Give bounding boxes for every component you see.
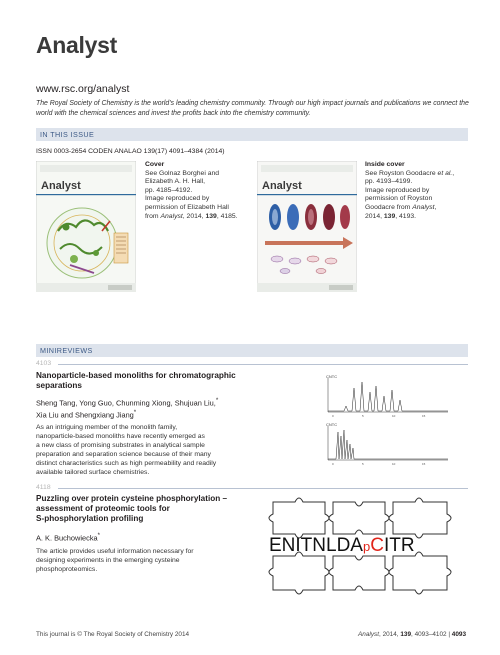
citation-text: , 2014, xyxy=(182,212,206,220)
article-authors xyxy=(36,531,301,543)
in-this-issue-heading: IN THIS ISSUE xyxy=(40,130,95,139)
inside-cover-image[interactable] xyxy=(257,161,357,292)
article-divider xyxy=(58,364,468,365)
author-list: A. K. Buchowiecka xyxy=(36,533,98,543)
cover-caption-heading: Cover xyxy=(145,161,165,168)
citation-text: , 4193. xyxy=(395,212,417,220)
citation-journal: Analyst xyxy=(160,212,183,220)
footer-citation xyxy=(358,631,466,638)
citation-text: 2014, xyxy=(365,212,384,220)
phospho-p: p xyxy=(362,539,371,554)
author-list: Xia Liu and Shengxiang Jiang xyxy=(36,410,134,420)
cover-title: Analyst xyxy=(41,180,81,192)
article-title-line: separations xyxy=(36,381,82,391)
article-abstract xyxy=(36,424,298,477)
article-abstract xyxy=(36,548,298,575)
citation-text: Goodacre from xyxy=(365,203,413,211)
inside-cover-caption-line: Image reproduced by xyxy=(365,186,430,194)
citation-text: from xyxy=(145,212,161,220)
citation-text: , 4185. xyxy=(216,212,238,220)
svg-text:5: 5 xyxy=(362,414,364,418)
journal-title: Analyst xyxy=(36,32,117,58)
citation-text: , xyxy=(452,169,455,177)
cover-caption-line: Image reproduced by xyxy=(145,195,210,203)
inside-cover-caption-citation xyxy=(365,213,465,222)
peptide-sequence-start: ENITNLDA xyxy=(269,535,363,556)
article-title-line: Nanoparticle-based monoliths for chromatographic xyxy=(36,371,236,380)
in-this-issue-band xyxy=(36,128,468,141)
article-page-number: 4103 xyxy=(36,360,52,367)
abstract-line: preparation and separation science because of their many xyxy=(36,450,211,458)
inside-cover-title: Analyst xyxy=(262,180,302,192)
footer-copyright: This journal is © The Royal Society of Chemistry 2014 xyxy=(36,631,190,638)
corresponding-mark: * xyxy=(97,532,101,539)
cover-caption-line: Elizabeth A. H. Hall, xyxy=(145,178,206,186)
author-list: Sheng Tang, Yong Guo, Chunming Xiong, Shujuan Liu, xyxy=(36,398,216,408)
cover-caption-line: See Golnaz Borghei and xyxy=(145,169,220,177)
inside-cover-caption-line xyxy=(365,170,465,179)
corresponding-mark: * xyxy=(133,409,137,417)
abstract-line: distinct characteristics such as high permeability and readily xyxy=(36,459,217,467)
cover-caption-line: pp. 4185–4192. xyxy=(145,186,193,194)
citation-etal: et al. xyxy=(437,169,453,177)
inside-cover-caption-line: pp. 4193–4199. xyxy=(365,178,413,186)
cover-caption xyxy=(145,161,245,221)
svg-text:5: 5 xyxy=(362,462,364,466)
footer-journal: Analyst xyxy=(358,631,380,638)
article-title-line: S-phosphorylation profiling xyxy=(36,514,144,524)
article-authors xyxy=(36,396,301,420)
citation-journal: Analyst xyxy=(412,203,435,211)
svg-text:15: 15 xyxy=(422,462,426,466)
svg-text:0: 0 xyxy=(332,462,334,466)
abstract-line: a new class of promising substrates in analytical sample xyxy=(36,441,205,449)
article-title-line: assessment of proteomic tools for xyxy=(36,504,170,514)
article-divider xyxy=(58,488,468,489)
svg-text:0: 0 xyxy=(332,414,334,418)
inside-cover-caption xyxy=(365,161,465,221)
citation-volume: 139 xyxy=(205,212,217,220)
cover-caption-line: permission of Elizabeth Hall xyxy=(145,203,229,211)
citation-text: See Royston Goodacre xyxy=(365,169,438,177)
cover-image[interactable] xyxy=(36,161,136,292)
abstract-line: As an intriguing member of the monolith family, xyxy=(36,424,178,431)
inside-cover-caption-line: permission of Royston xyxy=(365,195,433,203)
footer-volume: 139 xyxy=(400,631,412,638)
abstract-line: available tailored surface chemistries. xyxy=(36,468,150,476)
svg-text:10: 10 xyxy=(392,462,396,466)
article-title-line: Puzzling over protein cysteine phosphorylation – xyxy=(36,494,228,503)
phospho-cysteine: C xyxy=(370,535,384,556)
footer-page-number: 4093 xyxy=(451,631,466,638)
peptide-sequence xyxy=(269,535,415,556)
journal-url[interactable]: www.rsc.org/analyst xyxy=(36,83,130,95)
article-page-number: 4118 xyxy=(36,484,51,491)
abstract-line: nanoparticle-based monoliths have recently emerged as xyxy=(36,432,205,440)
abstract-line: The article provides useful information necessary for xyxy=(36,548,194,555)
footer-pages: , 4093–4102 xyxy=(411,631,447,638)
cover-caption-citation xyxy=(145,213,245,222)
abstract-line: designing experiments in the emerging cysteine xyxy=(36,556,180,564)
footer-text: , 2014, xyxy=(379,631,401,638)
minireviews-band xyxy=(36,344,468,357)
inside-cover-caption-heading: Inside cover xyxy=(365,161,405,168)
issn-line: ISSN 0003-2654 CODEN ANALAO 139(17) 4091–4384 (2014) xyxy=(36,148,225,155)
citation-volume: 139 xyxy=(383,212,396,220)
abstract-line: phosphoproteomics. xyxy=(36,565,98,573)
article-title[interactable] xyxy=(36,371,301,391)
svg-text:15: 15 xyxy=(422,414,426,418)
article-title[interactable] xyxy=(36,494,301,525)
svg-text:10: 10 xyxy=(392,414,396,418)
peptide-sequence-end: ITR xyxy=(383,535,415,556)
corresponding-mark: * xyxy=(215,397,219,404)
chromatogram-graphic xyxy=(322,370,452,466)
publisher-tagline: The Royal Society of Chemistry is the world's leading chemistry community. Through our high impact journals and publications we connect the world with the chemical sciences and invest the profits back into the chemistry community. xyxy=(36,100,469,117)
minireviews-heading: MINIREVIEWS xyxy=(40,346,93,355)
footer-separator: | xyxy=(446,631,452,638)
chromatogram-label: CNTC xyxy=(326,374,338,379)
puzzle-graphic xyxy=(265,492,460,602)
inside-cover-caption-line: Goodacre from Analyst, xyxy=(365,203,437,211)
chromatogram-label: CNTC xyxy=(326,422,338,427)
